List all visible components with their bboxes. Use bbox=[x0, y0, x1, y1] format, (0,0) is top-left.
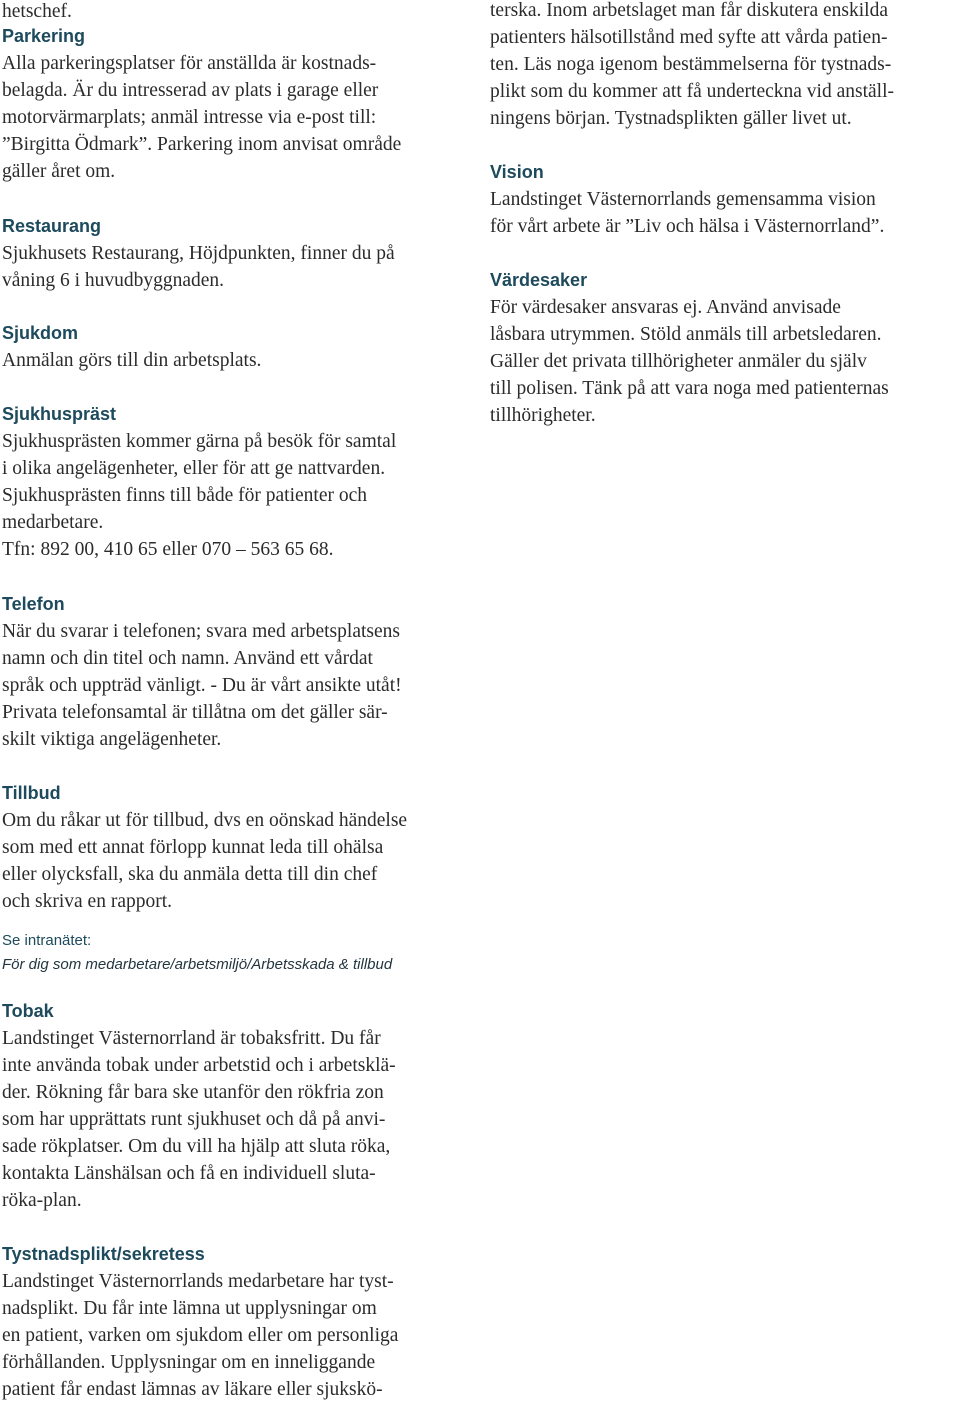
section-heading: Tillbud bbox=[2, 782, 61, 803]
text-line: språk och uppträd vänligt. - Du är vårt ansikte utåt! bbox=[2, 674, 402, 696]
text-line: plikt som du kommer att få underteckna vid anställ- bbox=[490, 80, 894, 102]
intranet-path: För dig som medarbetare/arbetsmiljö/Arbetsskada & tillbud bbox=[2, 956, 393, 973]
section-heading: Vision bbox=[490, 161, 544, 182]
intro-continuation bbox=[2, 0, 72, 25]
text-line: namn och din titel och namn. Använd ett vårdat bbox=[2, 647, 373, 669]
section-heading: Tobak bbox=[2, 1000, 54, 1021]
section-heading: Restaurang bbox=[2, 215, 102, 236]
text-line: För värdesaker ansvaras ej. Använd anvisade bbox=[490, 296, 841, 318]
section-tillbud bbox=[2, 780, 407, 915]
text-line: ningens början. Tystnadsplikten gäller livet ut. bbox=[490, 107, 852, 129]
text-line: Om du råkar ut för tillbud, dvs en oönskad händelse bbox=[2, 809, 408, 831]
section-sjukhusprast bbox=[2, 401, 396, 563]
text-line: skilt viktiga angelägenheter. bbox=[2, 728, 222, 750]
text-line: låsbara utrymmen. Stöld anmäls till arbetsledaren. bbox=[490, 323, 882, 345]
text-line: förhållanden. Upplysningar om en inneliggande bbox=[2, 1351, 376, 1373]
text-line: gäller året om. bbox=[2, 160, 116, 182]
text-line: Landstinget Västernorrland är tobaksfritt. Du får bbox=[2, 1027, 381, 1049]
text-line: inte använda tobak under arbetstid och i arbetsklä- bbox=[2, 1054, 396, 1076]
text-line: för vårt arbete är ”Liv och hälsa i Västernorrland”. bbox=[490, 215, 885, 237]
phone-numbers: Tfn: 892 00, 410 65 eller 070 – 563 65 68. bbox=[2, 538, 334, 560]
section-tystnadsplikt bbox=[2, 1241, 398, 1403]
text-line: patient får endast lämnas av läkare eller sjukskö- bbox=[2, 1378, 383, 1400]
section-restaurang bbox=[2, 213, 395, 294]
text-line: tillhörigheter. bbox=[490, 404, 596, 426]
text-line: Anmälan görs till din arbetsplats. bbox=[2, 349, 262, 371]
text-line: belagda. Är du intresserad av plats i garage eller bbox=[2, 79, 379, 101]
left-column bbox=[2, 0, 477, 1404]
right-column bbox=[490, 0, 958, 1404]
section-vardesaker bbox=[490, 267, 889, 429]
intranet-label: Se intranätet: bbox=[2, 932, 92, 949]
text-line: våning 6 i huvudbyggnaden. bbox=[2, 269, 225, 291]
text-line: som med ett annat förlopp kunnat leda till ohälsa bbox=[2, 836, 384, 858]
text-line: Alla parkeringsplatser för anställda är kostnads- bbox=[2, 52, 377, 74]
text-line: i olika angelägenheter, eller för att ge nattvarden. bbox=[2, 457, 386, 479]
text-line: Landstinget Västernorrlands gemensamma vision bbox=[490, 188, 876, 210]
text-line: Sjukhusprästen finns till både för patienter och bbox=[2, 484, 367, 506]
section-heading: Värdesaker bbox=[490, 269, 588, 290]
text-line: medarbetare. bbox=[2, 511, 104, 533]
text-line: der. Rökning får bara ske utanför den rökfria zon bbox=[2, 1081, 384, 1103]
text-line: Sjukhusets Restaurang, Höjdpunkten, finner du på bbox=[2, 242, 395, 264]
section-telefon bbox=[2, 591, 402, 753]
text-line: och skriva en rapport. bbox=[2, 890, 173, 912]
text-line: kontakta Länshälsan och få en individuell sluta- bbox=[2, 1162, 376, 1184]
section-tystnadsplikt-continued bbox=[490, 0, 894, 132]
text-line: hetschef. bbox=[2, 1, 72, 22]
text-line: terska. Inom arbetslaget man får diskutera enskilda bbox=[490, 0, 888, 21]
text-line: Sjukhusprästen kommer gärna på besök för samtal bbox=[2, 430, 397, 452]
section-heading: Sjukhuspräst bbox=[2, 403, 117, 424]
section-heading: Sjukdom bbox=[2, 322, 79, 343]
intranet-reference bbox=[2, 929, 392, 977]
text-line: patienters hälsotillstånd med syfte att vårda patien- bbox=[490, 26, 888, 48]
text-line: röka-plan. bbox=[2, 1189, 82, 1211]
section-parkering bbox=[2, 23, 401, 185]
text-line: sade rökplatser. Om du vill ha hjälp att sluta röka, bbox=[2, 1135, 391, 1157]
text-line: motorvärmarplats; anmäl intresse via e-post till: bbox=[2, 106, 377, 128]
text-line: När du svarar i telefonen; svara med arbetsplatsens bbox=[2, 620, 400, 642]
text-line: ”Birgitta Ödmark”. Parkering inom anvisat område bbox=[2, 133, 402, 155]
text-line: nadsplikt. Du får inte lämna ut upplysningar om bbox=[2, 1297, 377, 1319]
text-line: Privata telefonsamtal är tillåtna om det gäller sär- bbox=[2, 701, 388, 723]
section-vision bbox=[490, 159, 884, 240]
text-line: ten. Läs noga igenom bestämmelserna för tystnads- bbox=[490, 53, 892, 75]
text-line: eller olycksfall, ska du anmäla detta till din chef bbox=[2, 863, 378, 885]
section-heading: Telefon bbox=[2, 593, 65, 614]
section-heading: Tystnadsplikt/sekretess bbox=[2, 1243, 205, 1264]
text-line: Landstinget Västernorrlands medarbetare har tyst- bbox=[2, 1270, 394, 1292]
text-line: en patient, varken om sjukdom eller om personliga bbox=[2, 1324, 399, 1346]
section-tobak bbox=[2, 998, 396, 1214]
section-sjukdom bbox=[2, 320, 261, 374]
text-line: till polisen. Tänk på att vara noga med patienternas bbox=[490, 377, 889, 399]
text-line: Gäller det privata tillhörigheter anmäler du själv bbox=[490, 350, 867, 372]
section-heading: Parkering bbox=[2, 25, 86, 46]
text-line: som har upprättats runt sjukhuset och då på anvi- bbox=[2, 1108, 386, 1130]
